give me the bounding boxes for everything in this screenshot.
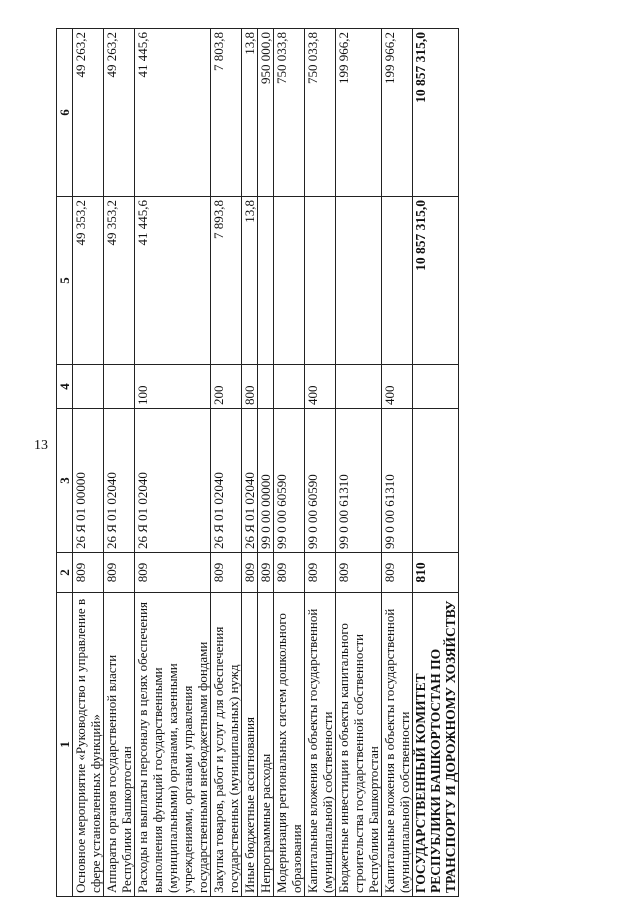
budget-table [56, 28, 459, 897]
row-csr: 99 0 00 60590 [305, 409, 336, 553]
row-code: 810 [413, 553, 459, 593]
row-name: Основное мероприятие «Руководство и управление в сфере установленных функций» [73, 593, 104, 897]
row-name: Бюджетные инвестиции в объекты капитального строительства государственной собственности Республики Башкортостан [336, 593, 382, 897]
row-vr [73, 365, 104, 409]
row-amount-6: 10 857 315,0 [413, 29, 459, 197]
row-name: ГОСУДАРСТВЕННЫЙ КОМИТЕТ РЕСПУБЛИКИ БАШКОРТОСТАН ПО ТРАНСПОРТУ И ДОРОЖНОМУ ХОЗЯЙСТВУ [413, 593, 459, 897]
row-amount-6: 199 966,2 [336, 29, 382, 197]
table-row [336, 29, 382, 897]
row-amount-5: 10 857 315,0 [413, 197, 459, 365]
row-amount-5: 41 445,6 [135, 197, 211, 365]
row-csr: 26 Я 01 00000 [73, 409, 104, 553]
row-csr: 99 0 00 60590 [274, 409, 305, 553]
row-amount-5: 49 353,2 [73, 197, 104, 365]
row-vr: 400 [382, 365, 413, 409]
table-row [382, 29, 413, 897]
row-amount-6: 41 445,6 [135, 29, 211, 197]
row-vr [274, 365, 305, 409]
row-amount-5 [305, 197, 336, 365]
row-name: Расходы на выплаты персоналу в целях обеспечения выполнения функций государственными (муниципальными) органами, казенными учреждениями, органами управления государственными внебюджетными фондами [135, 593, 211, 897]
table-row [242, 29, 258, 897]
row-code: 809 [211, 553, 242, 593]
header-col-2: 2 [57, 553, 73, 593]
row-name: Закупка товаров, работ и услуг для обеспечения государственных (муниципальных) нужд [211, 593, 242, 897]
row-name: Аппараты органов государственной власти Республики Башкортостан [104, 593, 135, 897]
row-code: 809 [242, 553, 258, 593]
row-csr [413, 409, 459, 553]
row-vr: 200 [211, 365, 242, 409]
row-amount-5 [274, 197, 305, 365]
table-row [211, 29, 242, 897]
header-col-4: 4 [57, 365, 73, 409]
row-amount-6: 199 966,2 [382, 29, 413, 197]
row-amount-6: 49 263,2 [104, 29, 135, 197]
row-code: 809 [73, 553, 104, 593]
table-row [274, 29, 305, 897]
row-vr [336, 365, 382, 409]
row-code: 809 [336, 553, 382, 593]
row-code: 809 [104, 553, 135, 593]
table-body [73, 29, 459, 897]
row-code: 809 [135, 553, 211, 593]
table-row [135, 29, 211, 897]
row-amount-6: 49 263,2 [73, 29, 104, 197]
row-name: Иные бюджетные ассигнования [242, 593, 258, 897]
row-vr: 400 [305, 365, 336, 409]
table-row [413, 29, 459, 897]
row-csr: 99 0 00 61310 [336, 409, 382, 553]
row-amount-6: 750 033,8 [274, 29, 305, 197]
row-vr [413, 365, 459, 409]
row-amount-5: 49 353,2 [104, 197, 135, 365]
row-vr: 800 [242, 365, 258, 409]
table-row [73, 29, 104, 897]
row-code: 809 [274, 553, 305, 593]
row-csr: 99 0 00 61310 [382, 409, 413, 553]
row-amount-6: 13,8 [242, 29, 258, 197]
table-row [104, 29, 135, 897]
table-row [258, 29, 274, 897]
row-vr [258, 365, 274, 409]
table-row [305, 29, 336, 897]
row-vr [104, 365, 135, 409]
row-amount-5 [336, 197, 382, 365]
row-csr: 26 Я 01 02040 [242, 409, 258, 553]
row-name: Капитальные вложения в объекты государственной (муниципальной) собственности [305, 593, 336, 897]
page-number: 13 [34, 438, 48, 453]
row-csr: 26 Я 01 02040 [104, 409, 135, 553]
row-amount-5 [382, 197, 413, 365]
row-amount-5: 13,8 [242, 197, 258, 365]
row-name: Капитальные вложения в объекты государственной (муниципальной) собственности [382, 593, 413, 897]
row-name: Модернизация региональных систем дошкольного образования [274, 593, 305, 897]
row-amount-6: 750 033,8 [305, 29, 336, 197]
row-csr: 99 0 00 00000 [258, 409, 274, 553]
row-amount-6: 950 000,0 [258, 29, 274, 197]
row-amount-5: 7 893,8 [211, 197, 242, 365]
header-row [57, 29, 73, 897]
row-csr: 26 Я 01 02040 [135, 409, 211, 553]
row-amount-6: 7 803,8 [211, 29, 242, 197]
row-code: 809 [258, 553, 274, 593]
row-csr: 26 Я 01 02040 [211, 409, 242, 553]
row-amount-5 [258, 197, 274, 365]
header-col-1: 1 [57, 593, 73, 897]
header-col-3: 3 [57, 409, 73, 553]
row-code: 809 [382, 553, 413, 593]
row-name: Непрограммные расходы [258, 593, 274, 897]
row-vr: 100 [135, 365, 211, 409]
rotated-page [56, 27, 582, 897]
row-code: 809 [305, 553, 336, 593]
header-col-5: 5 [57, 197, 73, 365]
header-col-6: 6 [57, 29, 73, 197]
